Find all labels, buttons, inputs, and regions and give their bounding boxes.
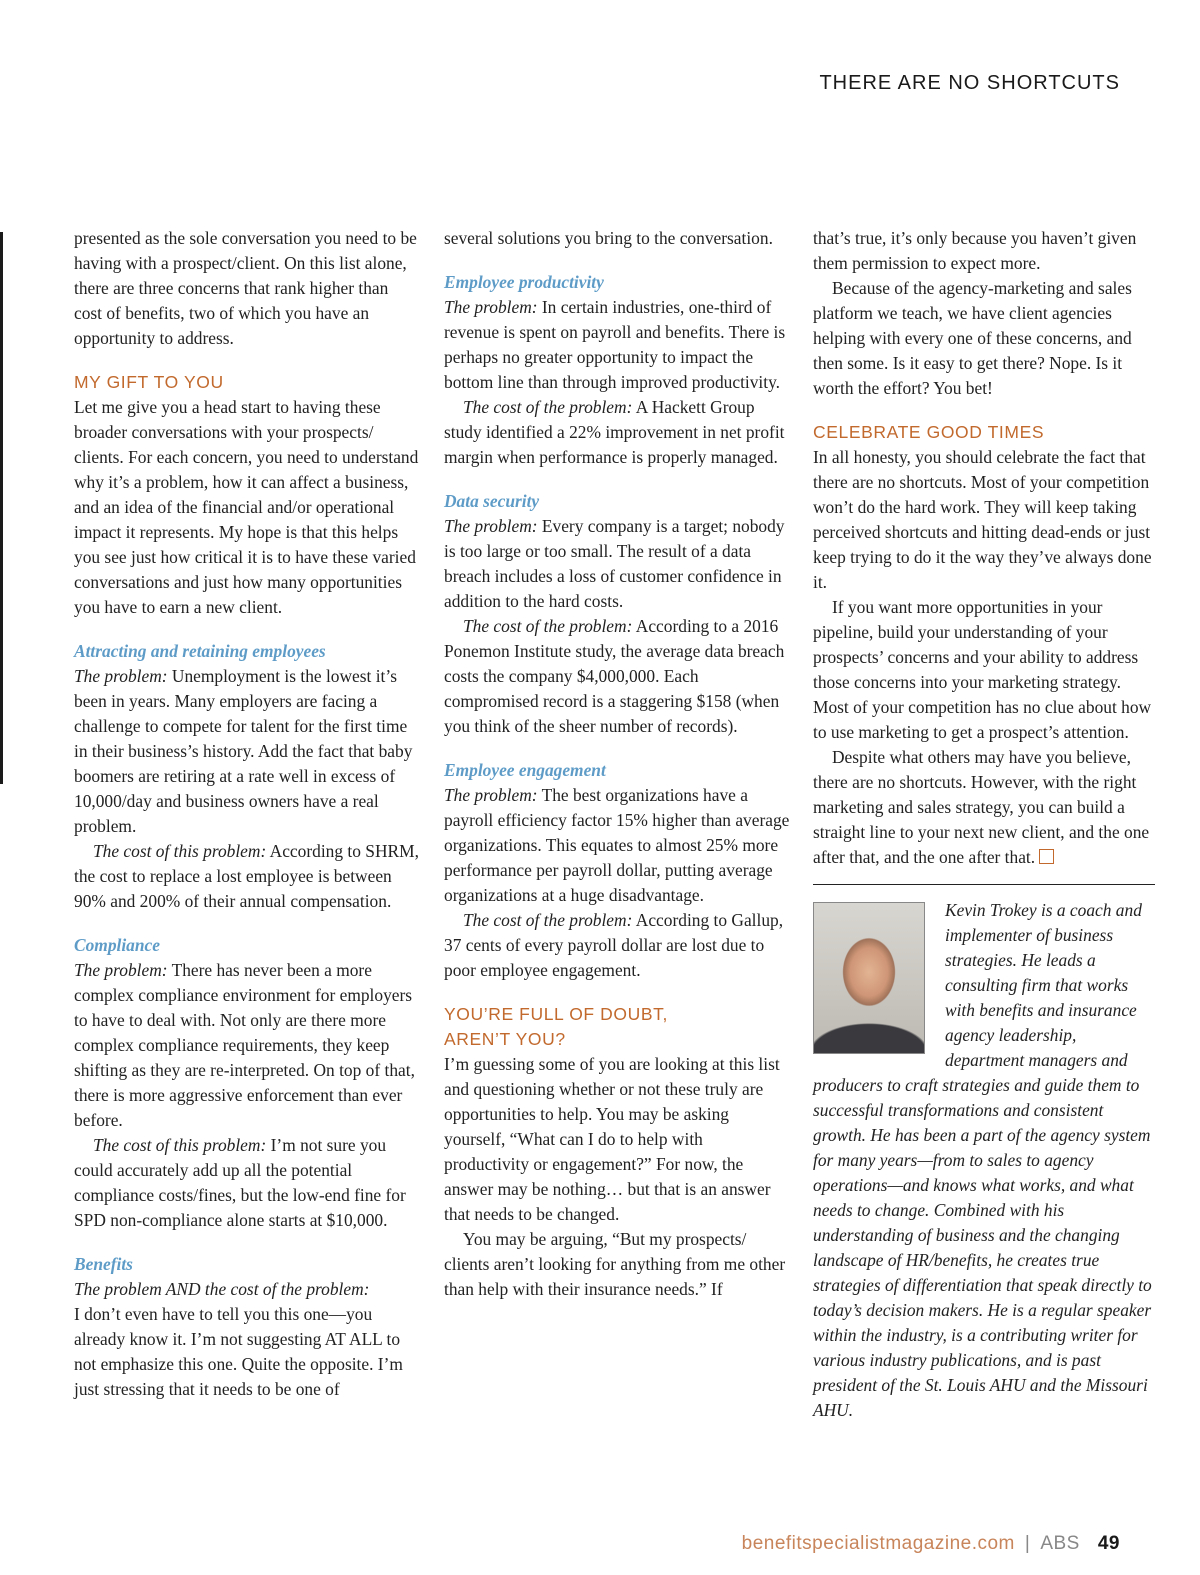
subheading-compliance: Compliance <box>74 935 160 955</box>
paragraph: Because of the agency-marketing and sales platform we teach, we have client agencies helping with every one of these concerns, and then some. Is it easy to get there? Nope. Is it worth the effort? You bet! <box>813 278 1132 398</box>
footer-url: benefitspecialistmagazine.com <box>741 1533 1015 1554</box>
section-heading-celebrate: CELEBRATE GOOD TIMES <box>813 422 1045 442</box>
paragraph: I’m guessing some of you are looking at this list and questioning whether or not these truly are opportunities to help. You may be asking yourself, “What can I do to help with productivity or engagement?” For now, the answer may be nothing… but that is an answer that needs to be changed. <box>444 1054 780 1224</box>
paragraph <box>74 664 420 839</box>
paragraph: that’s true, it’s only because you haven’t given them permission to expect more. <box>813 228 1137 273</box>
cost-label: The cost of the problem: <box>463 397 633 417</box>
paragraph <box>444 514 790 614</box>
paragraph <box>444 395 790 470</box>
paragraph <box>74 1133 420 1233</box>
problem-label: The problem: <box>444 785 538 805</box>
paragraph: Let me give you a head start to having these broader conversations with your prospects/ clients. For each concern, you need to understand why it’s a problem, how it can affect a business, and an idea of the financial and/or operational impact it represents. My hope is that this helps you see just how critical it is to have these varied conversations and just how many opportunities you have to earn a new client. <box>74 397 419 617</box>
footer-separator: | <box>1024 1533 1031 1554</box>
problem-label: The problem: <box>444 516 538 536</box>
subheading-data-security: Data security <box>444 491 540 511</box>
problem-text: Unemployment is the lowest it’s been in years. Many employers are facing a challenge to compete for talent for the first time in their business’s history. Add the fact that baby boomers are retiring at a rate well in excess of 10,000/day and business owners have a real problem. <box>74 666 413 836</box>
paragraph <box>813 745 1155 870</box>
problem-text: There has never been a more complex compliance environment for employers to have to deal with. Not only are there more complex compliance requirements, they keep shifting as they are re-interpreted. On top of that, there is more aggressive enforcement than ever before. <box>74 960 415 1130</box>
paragraph: In all honesty, you should celebrate the fact that there are no shortcuts. Most of your competition won’t do the hard work. They will keep taking perceived shortcuts and hitting dead-ends or just keep trying to do it the way they’ve always done it. <box>813 447 1152 592</box>
paragraph <box>444 614 790 739</box>
paragraph: I don’t even have to tell you this one—you already know it. I’m not suggesting AT ALL to not emphasize this one. Quite the opposite. I’m just stressing that it needs to be one of <box>74 1304 403 1399</box>
paragraph-text: Despite what others may have you believe, there are no shortcuts. However, with the right marketing and sales strategy, you can build a straight line to your next new client, and the one after that, and the one after that. <box>813 747 1150 867</box>
paragraph: If you want more opportunities in your pipeline, build your understanding of your prospects’ concerns and your ability to address those concerns into your marketing strategy. Most of your competition has no clue about how to use marketing to get a prospect’s attention. <box>813 597 1152 742</box>
paragraph: several solutions you bring to the conversation. <box>444 228 773 248</box>
cost-label: The cost of the problem: <box>463 910 633 930</box>
problem-label: The problem: <box>444 297 538 317</box>
section-heading-doubt <box>444 1002 790 1052</box>
problem-text: In certain industries, one-third of revenue is spent on payroll and benefits. There is perhaps no greater opportunity to impact the bottom line than through improved productivity. <box>444 297 786 392</box>
cost-text: According to Gallup, 37 cents of every payroll dollar are lost due to poor employee engagement. <box>444 910 784 980</box>
cost-text: According to a 2016 Ponemon Institute study, the average data breach costs the company $4,000,000. Each compromised record is a staggering $158 (when you think of the sheer number of records). <box>444 616 785 736</box>
column-1 <box>74 226 420 1402</box>
heading-line: YOU’RE FULL OF DOUBT, <box>444 1004 668 1024</box>
cost-label: The cost of the problem: <box>463 616 633 636</box>
paragraph <box>74 1277 420 1302</box>
problem-label: The problem AND the cost of the problem: <box>74 1279 370 1299</box>
heading-line: AREN’T YOU? <box>444 1029 566 1049</box>
left-edge-rule <box>0 232 3 784</box>
problem-label: The problem: <box>74 960 168 980</box>
subheading-productivity: Employee productivity <box>444 272 604 292</box>
page-footer <box>742 1533 1120 1555</box>
author-bio-text: Kevin Trokey is a coach and implementer of business strategies. He leads a consulting firm that works with benefits and insurance agency leadership, department managers and producers to craft strategies and guide them to successful transformations and consistent growth. He has been a part of the agency system for many years—from to sales to agency operations—and knows what works, and what needs to change. Combined with his understanding of business and the changing landscape of HR/benefits, he creates true strategies of differentiation that speak directly to today’s decision makers. He is a regular speaker within the industry, is a contributing writer for various industry publications, and is past president of the St. Louis AHU and the Missouri AHU. <box>813 900 1152 1420</box>
column-3 <box>813 226 1155 1423</box>
bio-divider <box>813 884 1155 885</box>
page-number: 49 <box>1097 1533 1120 1554</box>
paragraph <box>444 908 790 983</box>
paragraph <box>444 783 790 908</box>
subheading-benefits: Benefits <box>74 1254 133 1274</box>
column-2 <box>444 226 790 1302</box>
cost-text: A Hackett Group study identified a 22% improvement in net profit margin when performance is properly managed. <box>444 397 785 467</box>
author-bio <box>813 898 1155 1423</box>
cost-label: The cost of this problem: <box>93 1135 267 1155</box>
problem-text: The best organizations have a payroll efficiency factor 15% higher than average organizations. This equates to almost 25% more performance per payroll dollar, putting average organizations at a huge disadvantage. <box>444 785 790 905</box>
paragraph <box>444 295 790 395</box>
section-heading-gift: MY GIFT TO YOU <box>74 372 224 392</box>
paragraph: You may be arguing, “But my prospects/ clients aren’t looking for anything from me other than help with their insurance needs.” If <box>444 1229 786 1299</box>
cost-label: The cost of this problem: <box>93 841 267 861</box>
cost-text: I’m not sure you could accurately add up all the potential compliance costs/fines, but the low-end fine for SPD non-compliance alone starts at $10,000. <box>74 1135 406 1230</box>
paragraph <box>74 839 420 914</box>
subheading-engagement: Employee engagement <box>444 760 606 780</box>
running-head: THERE ARE NO SHORTCUTS <box>819 72 1120 94</box>
problem-label: The problem: <box>74 666 168 686</box>
paragraph: presented as the sole conversation you need to be having with a prospect/client. On this list alone, there are three concerns that rank higher than cost of benefits, two of which you have an opportunity to address. <box>74 228 417 348</box>
subheading-attracting: Attracting and retaining employees <box>74 641 326 661</box>
cost-text: According to SHRM, the cost to replace a lost employee is between 90% and 200% of their annual compensation. <box>74 841 419 911</box>
abs-end-mark-icon <box>1039 849 1054 864</box>
problem-text: Every company is a target; nobody is too large or too small. The result of a data breach includes a loss of customer confidence in addition to the hard costs. <box>444 516 785 611</box>
footer-publication: ABS <box>1040 1533 1080 1554</box>
author-photo <box>813 902 925 1054</box>
paragraph <box>74 958 420 1133</box>
